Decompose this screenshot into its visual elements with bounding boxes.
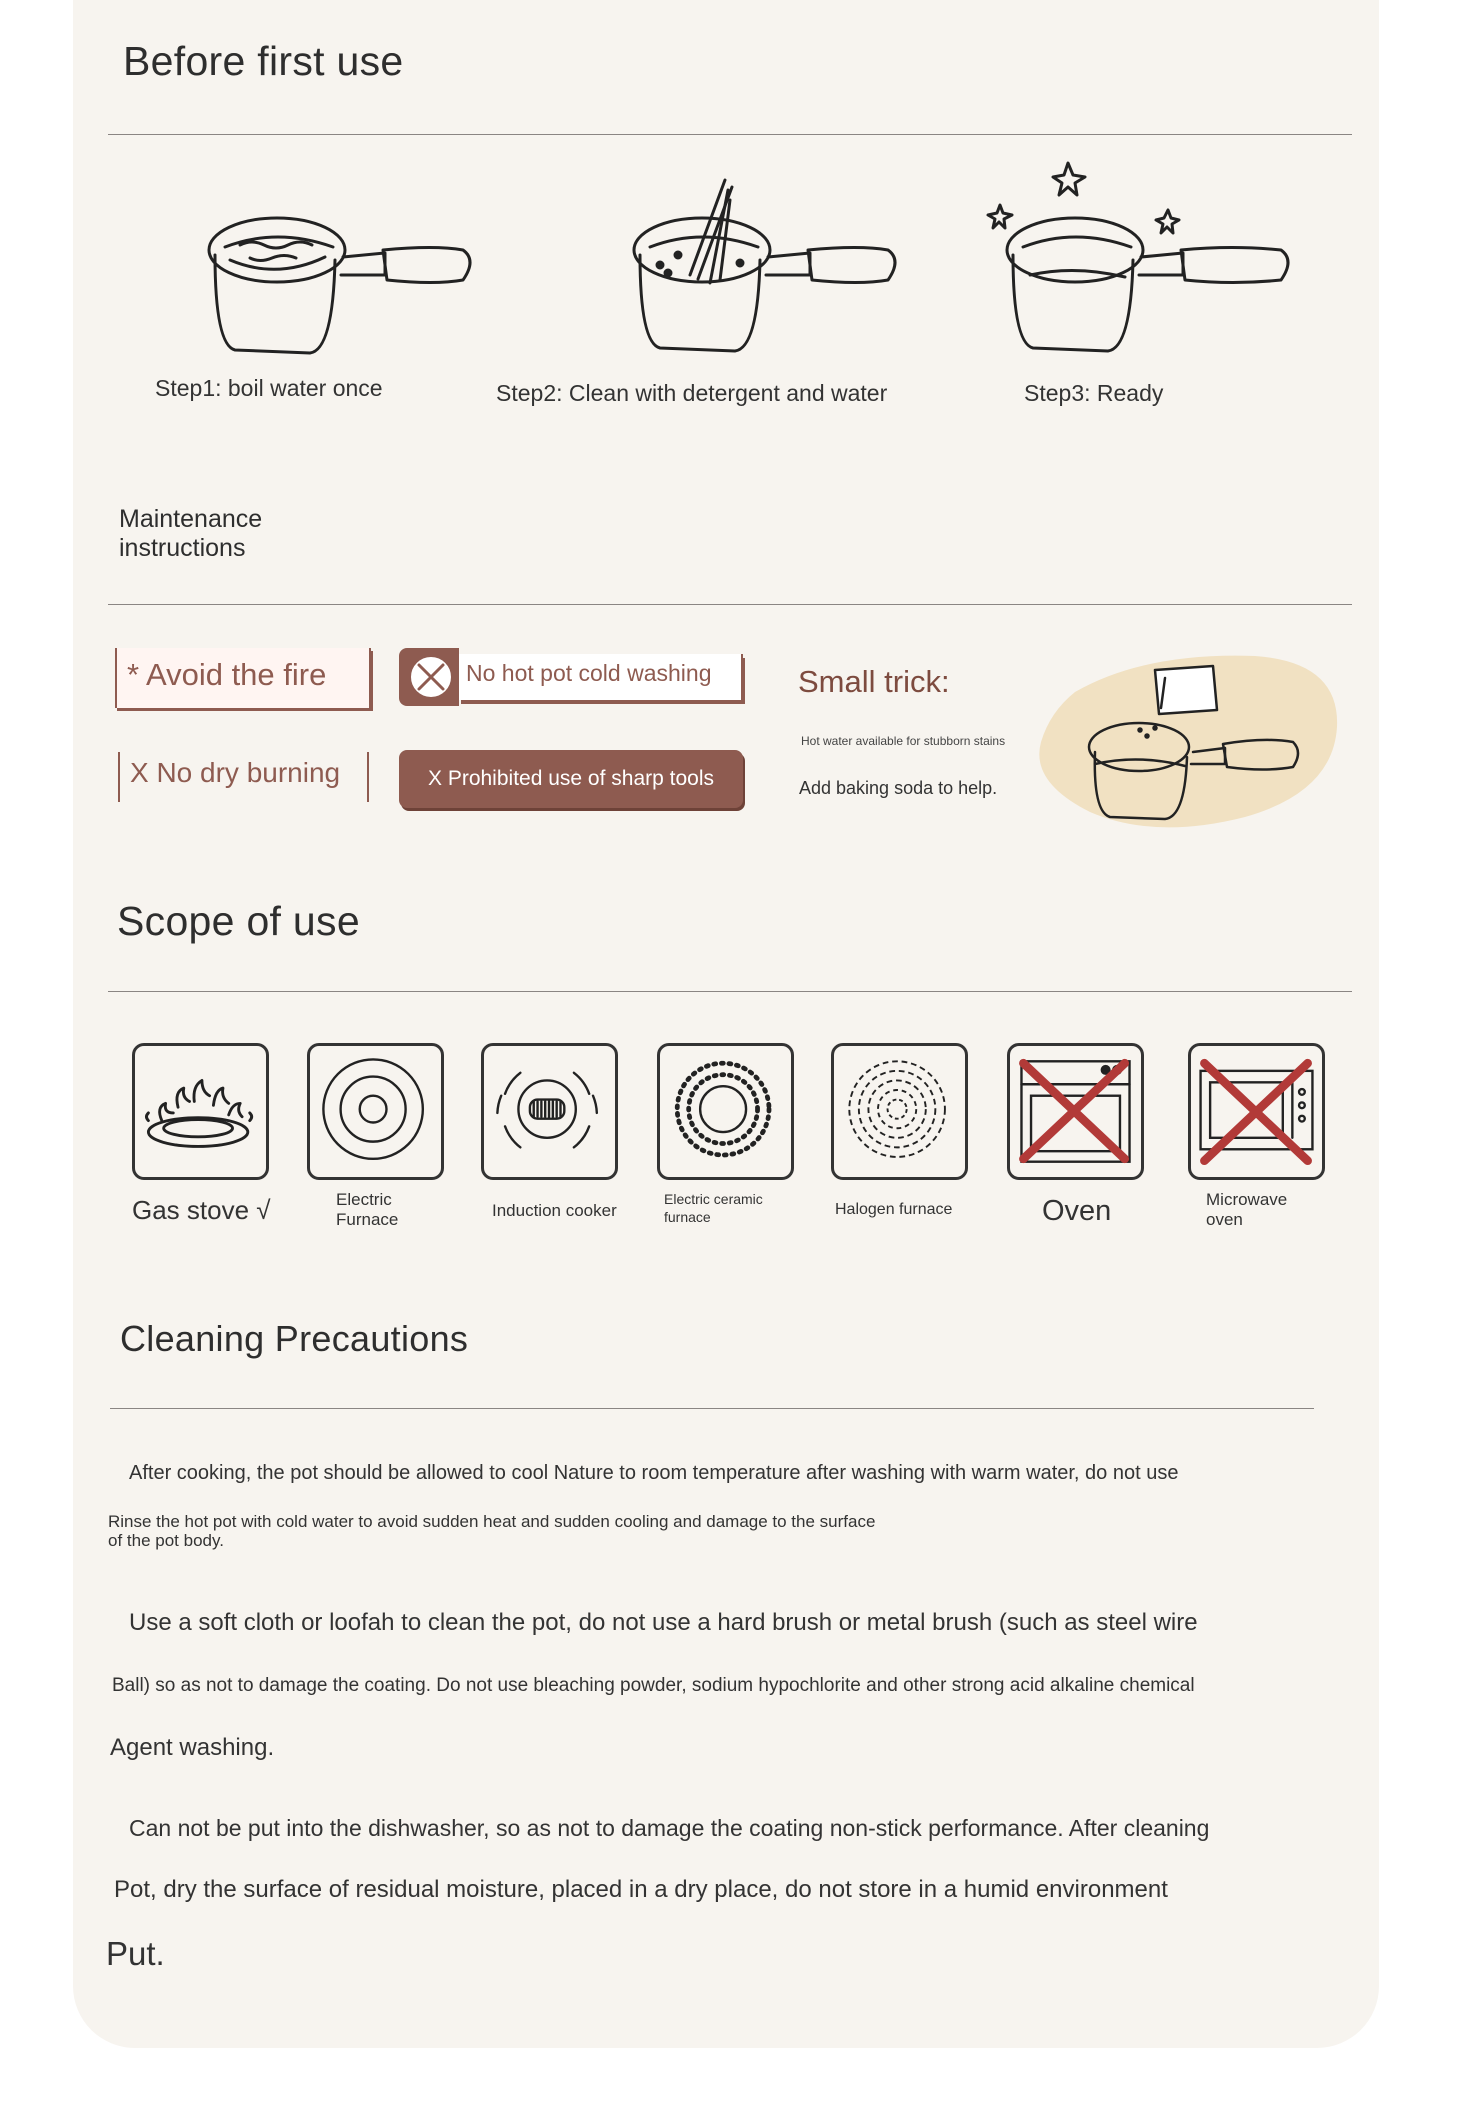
divider: [110, 1408, 1314, 1409]
cross-circle-icon: [409, 655, 453, 699]
no-sharp-tools-tag: X Prohibited use of sharp tools: [399, 750, 743, 808]
no-hot-cold-label: No hot pot cold washing: [459, 654, 743, 700]
section-title-before-first-use: Before first use: [123, 38, 404, 84]
maintenance-heading-line2: instructions: [119, 534, 246, 562]
oven-prohibited-icon: [1007, 1043, 1144, 1180]
small-trick-title: Small trick:: [798, 664, 950, 699]
section-title-cleaning: Cleaning Precautions: [120, 1318, 469, 1359]
no-dry-burning-tag: X No dry burning: [118, 752, 369, 802]
cleaning-text-line: Use a soft cloth or loofah to clean the pot, do not use a hard brush or metal brush (such as steel wire: [129, 1609, 1198, 1636]
cleaning-text-line: Agent washing.: [110, 1734, 275, 1761]
divider: [108, 604, 1352, 605]
gas-stove-icon: [132, 1043, 269, 1180]
avoid-fire-tag: * Avoid the fire: [115, 648, 371, 708]
appliance-label-gas-stove: Gas stove √: [132, 1195, 271, 1225]
step1-label: Step1: boil water once: [155, 375, 383, 401]
step3-label: Step3: Ready: [1024, 380, 1164, 406]
induction-cooker-icon: [481, 1043, 618, 1180]
no-hot-cold-tag: [399, 648, 743, 706]
halogen-furnace-icon: [831, 1043, 968, 1180]
cleaning-text-line: Ball) so as not to damage the coating. Do not use bleaching powder, sodium hypochlorite and other strong acid alkaline chemical: [112, 1675, 1195, 1696]
cleaning-text-line: Put.: [106, 1935, 165, 1972]
divider: [108, 134, 1352, 135]
maintenance-heading: [119, 505, 262, 563]
appliance-label-electric-furnace: Electric Furnace: [336, 1190, 399, 1229]
cleaning-text-line: Rinse the hot pot with cold water to avoid sudden heat and sudden cooling and damage to the surface: [108, 1512, 876, 1531]
cleaning-text-line: Can not be put into the dishwasher, so as not to damage the coating non-stick performance. After cleaning: [129, 1815, 1210, 1841]
section-title-scope: Scope of use: [117, 898, 360, 944]
appliance-label-oven: Oven: [1042, 1195, 1112, 1227]
cleaning-text-line: Pot, dry the surface of residual moisture, placed in a dry place, do not store in a humid environment: [114, 1876, 1168, 1903]
electric-furnace-icon: [307, 1043, 444, 1180]
appliance-label-halogen: Halogen furnace: [835, 1201, 953, 1218]
small-trick-note: Hot water available for stubborn stains: [801, 734, 1006, 748]
appliance-label-electric-ceramic: Electric ceramic furnace: [664, 1191, 763, 1225]
pot-boiling-water-icon: [195, 205, 485, 365]
appliance-label-microwave: Microwave oven: [1206, 1190, 1288, 1229]
microwave-prohibited-icon: [1188, 1043, 1325, 1180]
appliance-label-induction-cooker: Induction cooker: [492, 1201, 617, 1220]
step2-label: Step2: Clean with detergent and water: [496, 380, 888, 406]
pot-ready-sparkle-icon: [985, 155, 1295, 365]
maintenance-heading-line1: Maintenance: [119, 505, 263, 533]
electric-ceramic-furnace-icon: [657, 1043, 794, 1180]
small-trick-tip: Add baking soda to help.: [799, 778, 998, 798]
cleaning-text-line: After cooking, the pot should be allowed to cool Nature to room temperature after washing with warm water, do not use: [129, 1462, 1179, 1484]
pot-cleaning-icon: [620, 175, 910, 365]
baking-soda-pot-illustration: [1035, 652, 1341, 832]
cleaning-text-line: of the pot body.: [108, 1531, 224, 1550]
divider: [108, 991, 1352, 992]
